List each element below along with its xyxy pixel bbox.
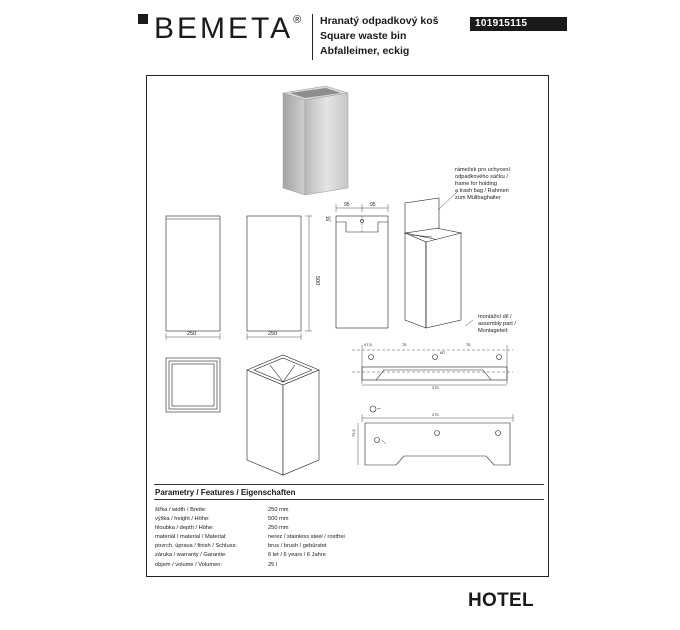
param-row: objem / volume / Volumen: 25 l [155, 561, 278, 568]
param-row: hloubka / depth / Höhe: 250 mm [155, 525, 289, 532]
dim-front-width: 250 [187, 331, 197, 337]
dim-height: 500 [314, 276, 320, 286]
param-row: výška / height / Höhe: 500 mm [155, 516, 289, 523]
param-row: záruka / warranty / Garantie: 6 let / 6 years / 6 Jahre [155, 552, 326, 559]
dim-side-width: 250 [268, 331, 278, 337]
dim-rim-offset: 15 [325, 216, 330, 222]
brand-logo [138, 14, 306, 46]
section-view [330, 204, 388, 328]
side-view [247, 216, 312, 340]
header-divider [312, 14, 313, 60]
dim-bracket-left: 47,5 [364, 342, 372, 347]
top-view [166, 358, 220, 412]
dim-bracket-hole: Ø7 [440, 350, 446, 355]
params-rule-bottom [154, 499, 544, 500]
param-row: materiál / material / Material: nerez / stainless steel / rostfrei [155, 534, 345, 541]
registered-mark: ® [293, 14, 302, 26]
title-cz: Hranatý odpadkový koš [320, 15, 439, 27]
params-table [155, 506, 345, 570]
assembly-callout: montážní díl / assembly part / Montageteil: [478, 314, 516, 334]
frame-callout: rámeček pro uchycení odpadkového sáčku / frame for holding a trash bag / Rahmen zum Müllbaghalter [455, 167, 511, 201]
brand-name: BEMETA® [154, 12, 302, 45]
bracket-elevation [352, 345, 513, 385]
params-title: Parametry / Features / Eigenschaften [155, 488, 296, 497]
logo-square-mark [138, 14, 148, 24]
product-titles [320, 14, 438, 59]
front-view [166, 216, 220, 340]
dim-top-left: 95 [344, 202, 350, 208]
iso-bin-closed [247, 355, 319, 475]
title-de: Abfalleimer, eckig [320, 45, 410, 57]
dim-plate-height: 75,5 [351, 429, 356, 437]
dim-plate-total: 270 [432, 412, 439, 417]
param-row: šířka / width / Breite: 250 mm [155, 507, 289, 513]
dim-bracket-total: 270 [432, 385, 439, 390]
title-en: Square waste bin [320, 30, 407, 42]
iso-bin-open [405, 198, 461, 328]
product-photo [283, 86, 348, 195]
category-label: HOTEL [468, 590, 534, 611]
dim-bracket-right: 75 [466, 342, 471, 347]
product-code: 101915115 [470, 17, 567, 31]
dim-bracket-mid: 75 [402, 342, 407, 347]
dim-top-right: 95 [370, 202, 376, 208]
params-rule-top [154, 484, 544, 485]
param-row: povrch. úprava / finish / Schluss: brus / brush / gebürstet [155, 543, 327, 550]
